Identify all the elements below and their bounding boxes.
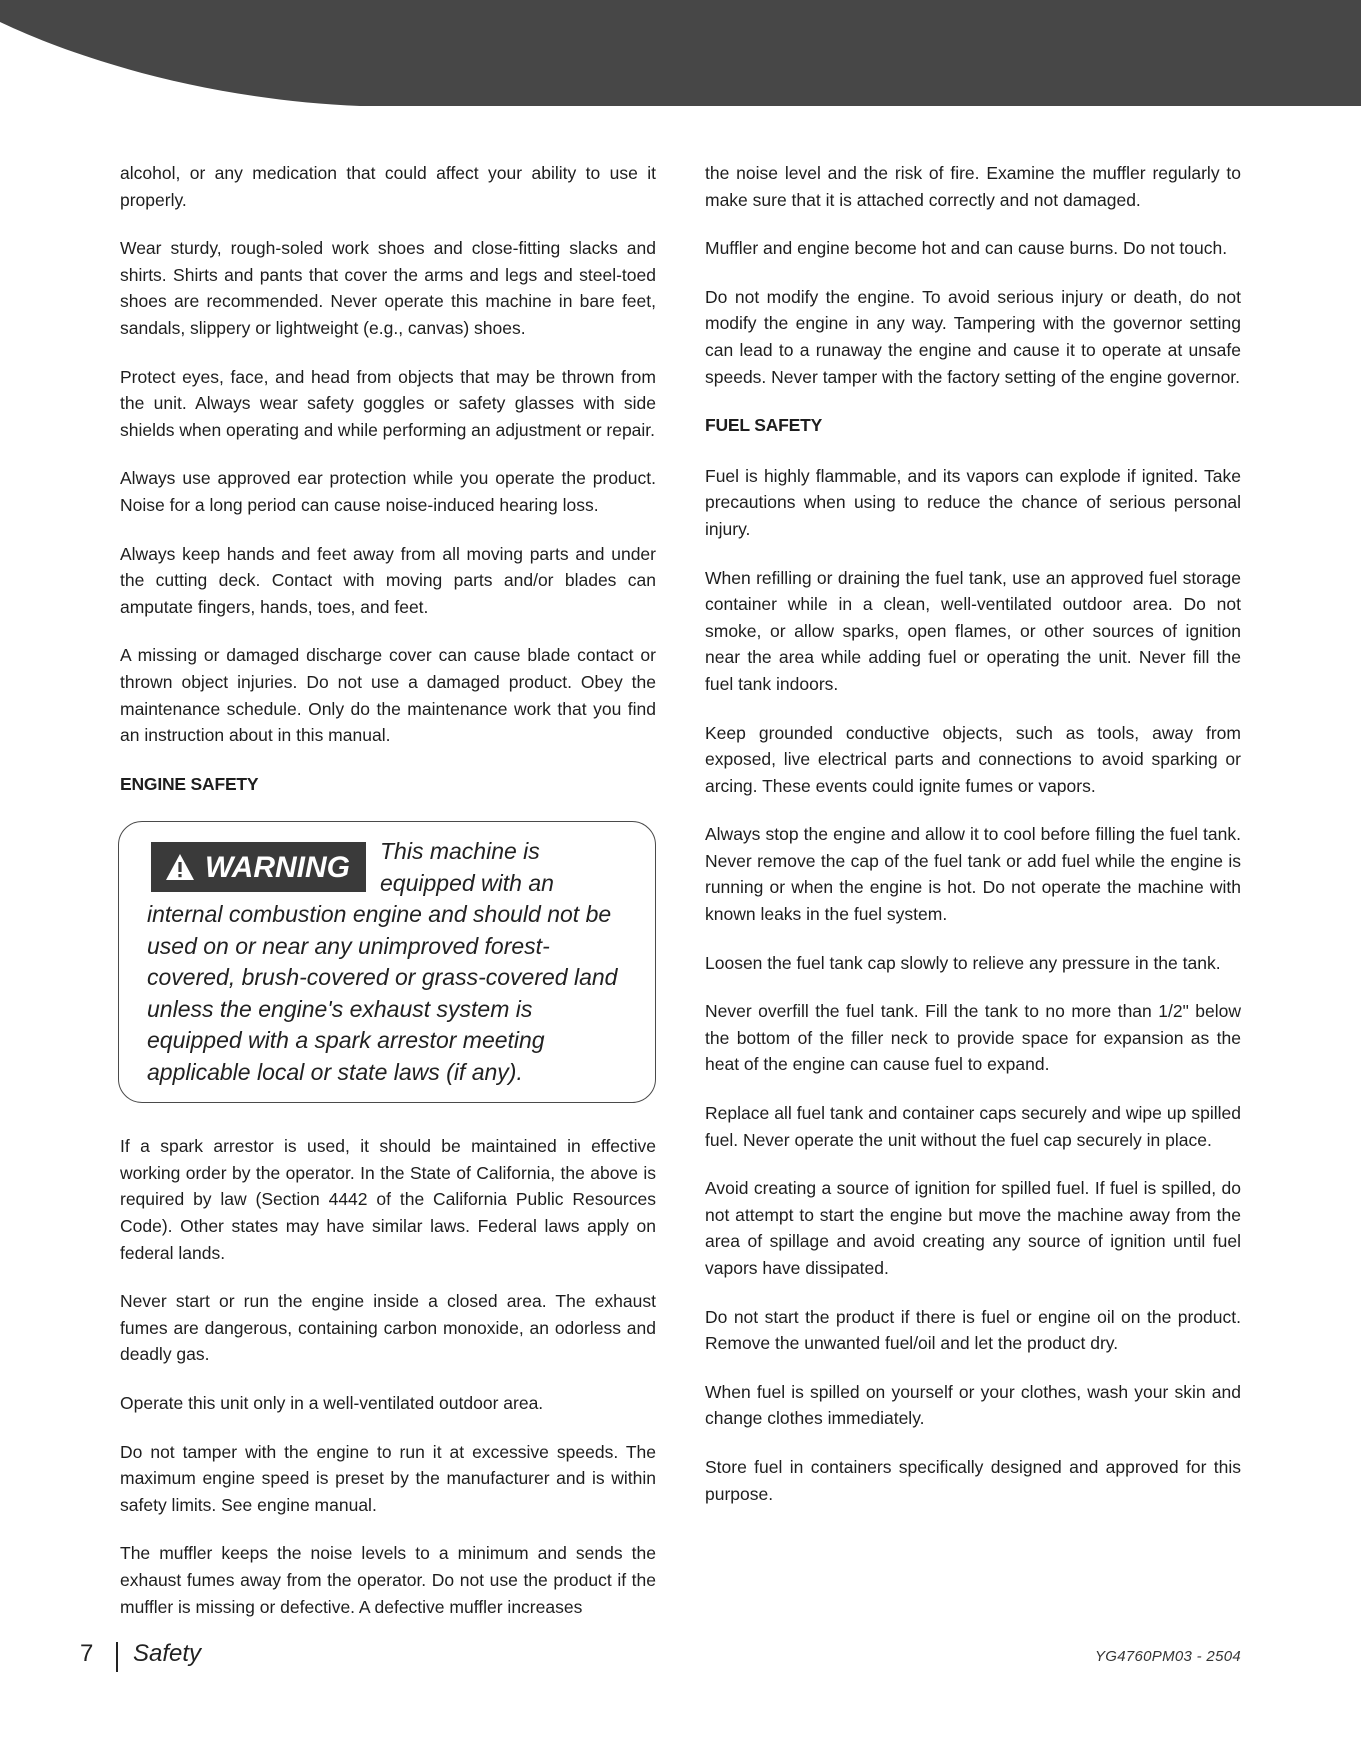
paragraph-engine-speed: Do not tamper with the engine to run it at excessive speeds. The maximum engine speed is preset by the manufacturer and is within safety limits. See engine manual. [120, 1441, 656, 1515]
warning-label-text: WARNING [205, 850, 350, 884]
paragraph-hot-muffler: Muffler and engine become hot and can cause burns. Do not touch. [705, 238, 1228, 259]
paragraph-refilling: When refilling or draining the fuel tank, use an approved fuel storage container while in a clean, well-ventilated outdoor area. Do not smoke, or allow sparks, open flames, or other sources of ignition near the area while adding fuel or operating the unit. Never fill the fuel tank indoors. [705, 567, 1241, 694]
fuel-safety-heading: FUEL SAFETY [705, 415, 823, 436]
paragraph-footwear: Wear sturdy, rough-soled work shoes and close-fitting slacks and shirts. Shirts and pants that cover the arms and legs and steel-toed shoes are recommended. Never operate this machine in bare feet, sandals, slippery or lightweight (e.g., canvas) shoes. [120, 238, 656, 338]
warning-text: This machine is equipped with an internal combustion engine and should not be used on or near any unimproved forest-covered, brush-covered or grass-covered land unless the engine's exhaust system is equipped with a spark arrestor meeting applicable local or state laws (if any). [147, 838, 618, 1085]
right-column [705, 160, 1241, 1529]
paragraph-closed-area: Never start or run the engine inside a closed area. The exhaust fumes are dangerous, containing carbon monoxide, an odorless and deadly gas. [120, 1291, 656, 1365]
paragraph-ear-protection: Always use approved ear protection while you operate the product. Noise for a long period can cause noise-induced hearing loss. [120, 468, 656, 515]
paragraph-spilled-fuel: Avoid creating a source of ignition for spilled fuel. If fuel is spilled, do not attempt to start the engine but move the machine away from the area of spillage and avoid creating any source of ignition until fuel vapors have dissipated. [705, 1178, 1241, 1278]
paragraph-discharge-cover: A missing or damaged discharge cover can cause blade contact or thrown object injuries. Do not use a damaged product. Obey the maintenance schedule. Only do the maintenance work that you find an instruction about in this manual. [120, 645, 656, 746]
page-number: 7 [80, 1640, 94, 1667]
paragraph-fuel-on-clothes: When fuel is spilled on yourself or your clothes, wash your skin and change clothes immediately. [705, 1381, 1241, 1429]
paragraph-moving-parts: Always keep hands and feet away from all moving parts and under the cutting deck. Contact with moving parts and/or blades can amputate fingers, hands, toes, and feet. [120, 543, 656, 617]
left-column [120, 160, 656, 1642]
paragraph-oil-on-product: Do not start the product if there is fuel or engine oil on the product. Remove the unwanted fuel/oil and let the product dry. [705, 1306, 1241, 1354]
paragraph-overfill: Never overfill the fuel tank. Fill the tank to no more than 1/2" below the bottom of the filler neck to provide space for expansion as the heat of the engine can cause fuel to expand. [705, 1001, 1241, 1075]
warning-box [118, 821, 656, 1103]
paragraph-medication: alcohol, or any medication that could affect your ability to use it properly. [120, 163, 656, 210]
paragraph-ventilated-area: Operate this unit only in a well-ventilated outdoor area. [120, 1393, 544, 1414]
paragraph-muffler: The muffler keeps the noise levels to a minimum and sends the exhaust fumes away from the operator. Do not use the product if the muffler is missing or defective. A defective muffler increases [120, 1543, 656, 1617]
paragraph-stop-engine: Always stop the engine and allow it to cool before filling the fuel tank. Never remove the cap of the fuel tank or add fuel while the engine is running or when the engine is hot. Do not operate the machine with known leaks in the fuel system. [705, 824, 1241, 925]
paragraph-muffler-continued: the noise level and the risk of fire. Examine the muffler regularly to make sure that it is attached correctly and not damaged. [705, 163, 1241, 210]
footer-divider [116, 1642, 118, 1672]
paragraph-eye-protection: Protect eyes, face, and head from objects that may be thrown from the unit. Always wear safety goggles or safety glasses with side shields when operating and while performing an adjustment or repair. [120, 366, 656, 440]
engine-safety-heading: ENGINE SAFETY [120, 773, 259, 794]
document-code: YG4760PM03 - 2504 [1094, 1648, 1241, 1665]
paragraph-fuel-flammable: Fuel is highly flammable, and its vapors can explode if ignited. Take precautions when using to reduce the chance of serious personal injury. [705, 465, 1241, 539]
paragraph-replace-caps: Replace all fuel tank and container caps securely and wipe up spilled fuel. Never operate the unit without the fuel cap securely in place. [705, 1103, 1241, 1150]
paragraph-loosen-cap: Loosen the fuel tank cap slowly to relieve any pressure in the tank. [705, 952, 1221, 973]
header-band [0, 0, 1361, 110]
paragraph-conductive-objects: Keep grounded conductive objects, such as tools, away from exposed, live electrical parts and connections to avoid sparking or arcing. These events could ignite fumes or vapors. [705, 722, 1241, 796]
warning-triangle-icon [165, 853, 195, 881]
footer-section-title: Safety [133, 1640, 202, 1667]
paragraph-spark-arrestor: If a spark arrestor is used, it should be maintained in effective working order by the operator. In the State of California, the above is required by law (Section 4442 of the California Public Resources Code). Other states may have similar laws. Federal laws apply on federal lands. [120, 1136, 656, 1263]
warning-label [151, 842, 366, 892]
paragraph-modify-engine: Do not modify the engine. To avoid serious injury or death, do not modify the engine in any way. Tampering with the governor setting can lead to a runaway the engine and cause it to operate at unsafe speeds. Never tamper with the factory setting of the engine governor. [705, 286, 1241, 387]
paragraph-store-fuel: Store fuel in containers specifically designed and approved for this purpose. [705, 1456, 1241, 1504]
